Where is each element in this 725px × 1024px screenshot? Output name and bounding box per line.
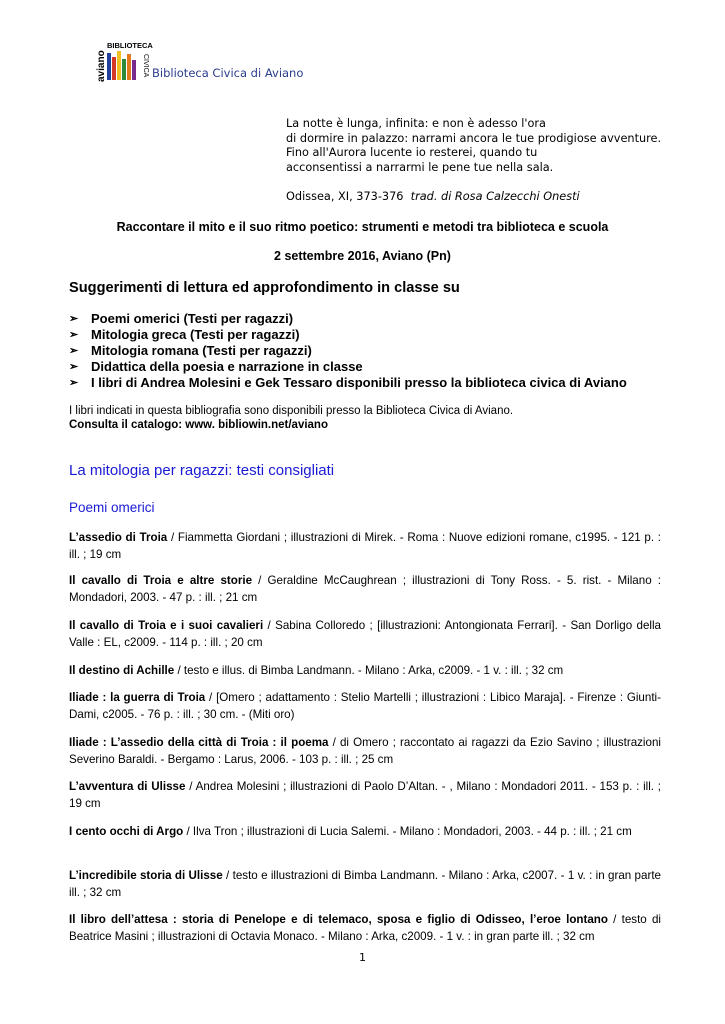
list-item: ➢ Mitologia greca (Testi per ragazzi) xyxy=(69,327,300,342)
bibliography-entry xyxy=(69,662,661,679)
entry-title: Il cavallo di Troia e i suoi cavalieri xyxy=(69,619,264,632)
svg-text:aviano: aviano xyxy=(96,50,107,82)
entry-title: Iliade : la guerra di Troia xyxy=(69,691,206,704)
entry-details: / Geraldine McCaughrean ; illustrazioni di Tony Ross. - 5. rist. - Milano : Mondadori, 2003. - 47 p. : ill. ; 21 cm xyxy=(69,574,661,604)
list-item: ➢ I libri di Andrea Molesini e Gek Tessaro disponibili presso la biblioteca civica di Aviano xyxy=(69,375,627,390)
entry-details: / testo di Beatrice Masini ; illustrazioni di Octavia Monaco. - Milano : Arka, c2009. - 1 v. : in gran parte ill. ; 32 cm xyxy=(69,913,661,943)
entry-title: L’incredibile storia di Ulisse xyxy=(69,869,223,882)
entry-title: I cento occhi di Argo xyxy=(69,825,184,838)
bibliography-entry xyxy=(69,867,661,901)
event-title: Raccontare il mito e il suo ritmo poetico: strumenti e metodi tra biblioteca e scuola xyxy=(116,220,609,234)
entry-title: Il cavallo di Troia e altre storie xyxy=(69,574,253,587)
event-date: 2 settembre 2016, Aviano (Pn) xyxy=(274,249,451,263)
entry-details: / [Omero ; adattamento : Stelio Martelli ; illustrazioni : Libico Maraja]. - Firenze : Giunti-Dami, c2005. - 76 p. : ill. ; 30 cm. - (Miti oro) xyxy=(69,691,661,721)
entry-details: / Andrea Molesini ; illustrazioni di Paolo D’Altan. - , Milano : Mondadori 2011. - 153 p. : ill. ; 19 cm xyxy=(69,780,662,810)
bibliography-entry xyxy=(69,572,661,606)
arrow-bullet-icon: ➢ xyxy=(69,329,79,341)
list-item: ➢ Mitologia romana (Testi per ragazzi) xyxy=(69,343,312,358)
entry-details: / testo e illus. di Bimba Landmann. - Milano : Arka, c2009. - 1 v. : ill. ; 32 cm xyxy=(174,664,564,677)
bibliography-entry xyxy=(69,911,661,945)
library-logo xyxy=(96,40,153,82)
epigraph-line: La notte è lunga, infinita: e non è adesso l'ora xyxy=(286,117,546,130)
availability-note xyxy=(69,404,513,432)
entry-title: L’avventura di Ulisse xyxy=(69,780,186,793)
list-item: ➢ Poemi omerici (Testi per ragazzi) xyxy=(69,311,294,326)
bibliography-entry xyxy=(69,823,661,840)
entry-title: Il libro dell’attesa : storia di Penelope e di telemaco, sposa e figlio di Odisseo, l’eroe lontano xyxy=(69,913,608,926)
entry-title: Iliade : L’assedio della città di Troia : il poema xyxy=(69,736,329,749)
subsection-heading: Poemi omerici xyxy=(69,500,155,515)
svg-text:BIBLIOTECA: BIBLIOTECA xyxy=(107,41,153,50)
epigraph xyxy=(286,117,661,175)
suggestions-heading: Suggerimenti di lettura ed approfondimento in classe su xyxy=(69,280,460,296)
entry-details: / di Omero ; raccontato ai ragazzi da Ezio Savino ; illustrazioni Severino Baraldi. - Bergamo : Larus, 2006. - 103 p. : ill. ; 25 cm xyxy=(69,736,661,766)
arrow-bullet-icon: ➢ xyxy=(69,361,79,373)
epigraph-line: di dormire in palazzo: narrami ancora le tue prodigiose avventure. xyxy=(286,131,662,145)
entry-details: / testo e illustrazioni di Bimba Landmann. - Milano : Arka, c2007. - 1 v. : in gran parte ill. ; 32 cm xyxy=(69,869,661,899)
entry-title: L’assedio di Troia xyxy=(69,531,168,544)
entry-details: / Ilva Tron ; illustrazioni di Lucia Salemi. - Milano : Mondadori, 2003. - 44 p. : ill. ; 21 cm xyxy=(183,825,632,838)
bibliography-entry xyxy=(69,778,661,812)
translator-credit: trad. di Rosa Calzecchi Onesti xyxy=(410,190,580,203)
entry-details: / Sabina Colloredo ; [illustrazioni: Antongionata Ferrari]. - San Dorligo della Valle : EL, c2009. - 114 p. : ill. ; 20 cm xyxy=(69,619,662,649)
page-number: 1 xyxy=(359,951,366,964)
epigraph-source xyxy=(286,190,580,203)
arrow-bullet-icon: ➢ xyxy=(69,345,79,357)
section-heading: La mitologia per ragazzi: testi consigliati xyxy=(69,462,335,479)
epigraph-line: Fino all'Aurora lucente io resterei, quando tu xyxy=(286,146,538,160)
availability-text: I libri indicati in questa bibliografia sono disponibili presso la Biblioteca Civica di Aviano. xyxy=(69,405,514,417)
arrow-bullet-icon: ➢ xyxy=(69,377,79,389)
epigraph-line: acconsentissi a narrarmi le pene tue nella sala. xyxy=(286,160,554,174)
suggestions-list xyxy=(69,311,627,391)
catalog-link[interactable]: Consulta il catalogo: www. bibliowin.net/aviano xyxy=(69,419,328,431)
entry-title: Il destino di Achille xyxy=(69,664,175,677)
library-name: Biblioteca Civica di Aviano xyxy=(152,66,304,80)
bibliography-entry xyxy=(69,617,661,651)
arrow-bullet-icon: ➢ xyxy=(69,313,79,325)
bibliography-entry xyxy=(69,689,661,723)
bibliography-entry xyxy=(69,734,661,768)
list-item: ➢ Didattica della poesia e narrazione in classe xyxy=(69,359,363,374)
source-reference: Odissea, XI, 373-376 xyxy=(286,190,404,203)
entry-details: / Fiammetta Giordani ; illustrazioni di Mirek. - Roma : Nuove edizioni romane, c1995. - 121 p. : ill. ; 19 cm xyxy=(69,531,661,561)
svg-text:CIVICA: CIVICA xyxy=(142,54,149,78)
bibliography-entry xyxy=(69,529,661,563)
